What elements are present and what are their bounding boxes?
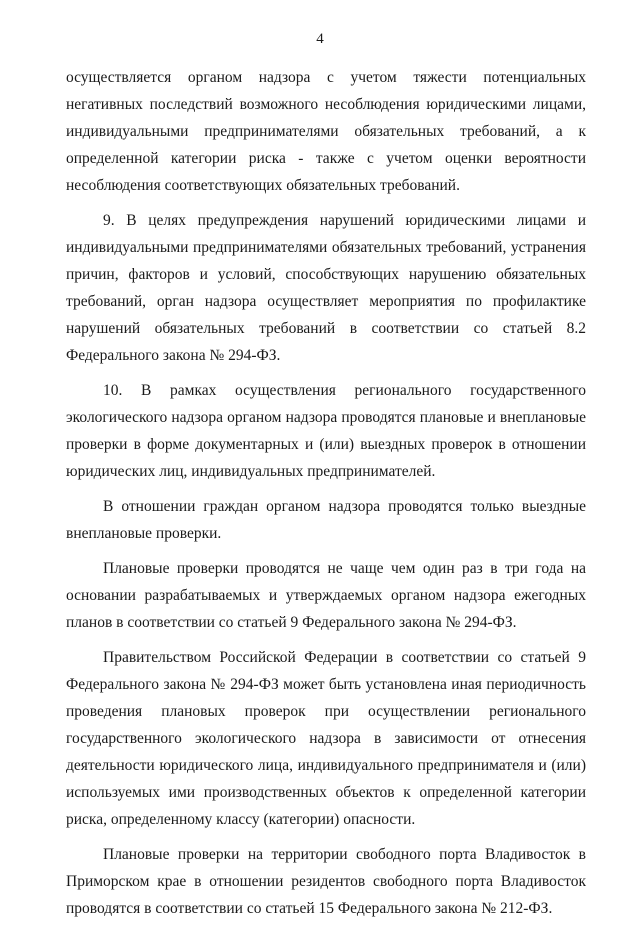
paragraph-continued: осуществляется органом надзора с учетом тяжести потенциальных негативных последствий возможного несоблюдения юридическими лицами, индивидуальными предпринимателями обязательных требований, а к определенной категории риска - также с учетом оценки вероятности несоблюдения соответствующих обязательных требований.: [66, 69, 586, 194]
paragraph-vladivostok-port: Плановые проверки на территории свободного порта Владивосток в Приморском крае в отношении резидентов свободного порта Владивосток проводятся в соответствии со статьей 15 Федерального закона № 212-ФЗ.: [66, 846, 586, 917]
document-body: [66, 64, 586, 930]
paragraph-citizens-inspections: В отношении граждан органом надзора проводятся только выездные внеплановые проверки.: [66, 498, 586, 542]
paragraph-government-periodicity: Правительством Российской Федерации в соответствии со статьей 9 Федерального закона № 294-ФЗ может быть установлена иная периодичность проведения плановых проверок при осуществлении регионального государственного экологического надзора в зависимости от отнесения деятельности юридического лица, индивидуального предпринимателя и (или) используемых ими производственных объектов к определенной категории риска, определенному классу (категории) опасности.: [66, 649, 586, 828]
page-number: 4: [316, 31, 324, 47]
paragraph-planned-inspections: Плановые проверки проводятся не чаще чем один раз в три года на основании разрабатываемых и утверждаемых органом надзора ежегодных планов в соответствии со статьей 9 Федерального закона № 294-ФЗ.: [66, 560, 586, 631]
paragraph-item-9: 9. В целях предупреждения нарушений юридическими лицами и индивидуальными предпринимателями обязательных требований, устранения причин, факторов и условий, способствующих нарушению обязательных требований, орган надзора осуществляет мероприятия по профилактике нарушений обязательных требований в соответствии со статьей 8.2 Федерального закона № 294-ФЗ.: [66, 212, 586, 364]
paragraph-item-10: 10. В рамках осуществления регионального государственного экологического надзора органом надзора проводятся плановые и внеплановые проверки в форме документарных и (или) выездных проверок в отношении юридических лиц, индивидуальных предпринимателей.: [66, 382, 586, 480]
